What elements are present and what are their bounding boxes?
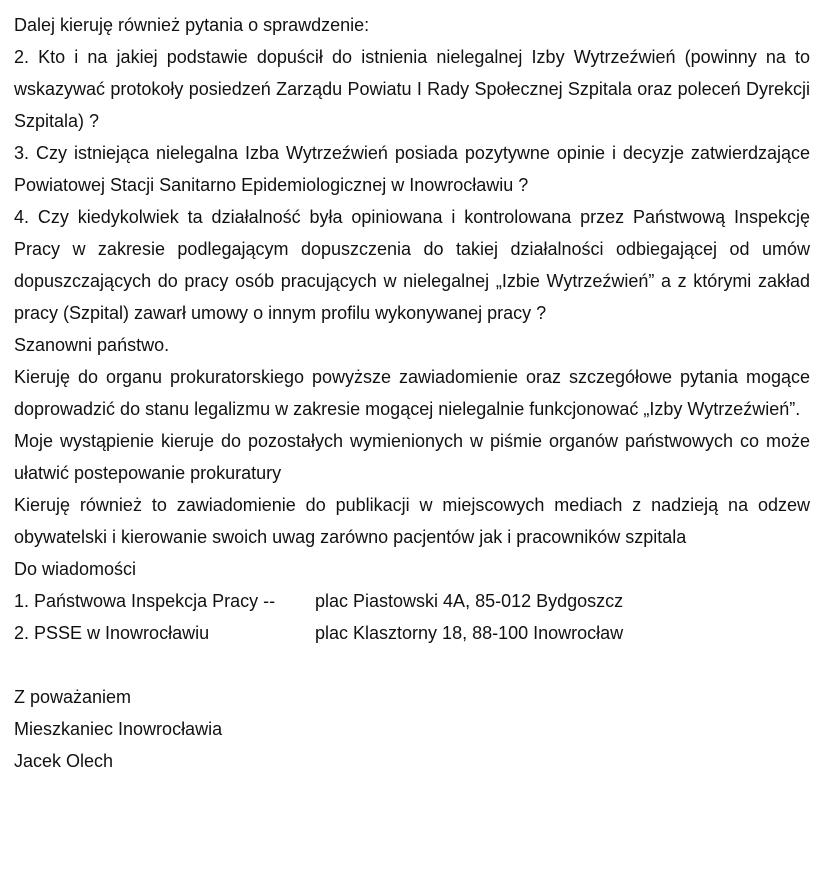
cc-item-name: 1. Państwowa Inspekcja Pracy -- — [14, 591, 276, 611]
cc-item-address: plac Piastowski 4A, 85-012 Bydgoszcz — [315, 591, 624, 611]
intro-line: Dalej kieruję również pytania o sprawdzenie: — [14, 15, 370, 35]
letter-page — [14, 9, 810, 777]
signature-line-1: Mieszkaniec Inowrocławia — [14, 719, 223, 739]
closing-line: Z poważaniem — [14, 687, 132, 707]
paragraph-notice: Kieruję do organu prokuratorskiego powyższe zawiadomienie oraz szczegółowe pytania mogące doprowadzić do stanu legalizmu w zakresie mogącej nielegalnie funkcjonować „Izby Wytrzeźwień”. — [14, 367, 810, 419]
paragraph-media: Kieruję również to zawiadomienie do publikacji w miejscowych mediach z nadzieją na odzew obywatelski i kierowanie swoich uwag zarówno pacjentów jak i pracowników szpitala — [14, 495, 810, 547]
greeting-line: Szanowni państwo. — [14, 335, 170, 355]
question-2: 2. Kto i na jakiej podstawie dopuścił do istnienia nielegalnej Izby Wytrzeźwień (powinny na to wskazywać protokoły posiedzeń Zarządu Powiatu I Rady Społecznej Szpitala oraz poleceń Dyrekcji Szpitala) ? — [14, 47, 810, 131]
cc-heading: Do wiadomości — [14, 559, 137, 579]
question-4: 4. Czy kiedykolwiek ta działalność była opiniowana i kontrolowana przez Państwową Inspekcję Pracy w zakresie podlegającym dopuszczenia do takiej działalności odbiegającej od umów dopuszczających do pracy osób pracujących w nielegalnej „Izbie Wytrzeźwień” a z którymi zakład pracy (Szpital) zawarł umowy o innym profilu wykonywanej pracy ? — [14, 207, 810, 323]
question-3: 3. Czy istniejąca nielegalna Izba Wytrzeźwień posiada pozytywne opinie i decyzje zatwierdzające Powiatowej Stacji Sanitarno Epidemiologicznej w Inowrocławiu ? — [14, 143, 810, 195]
cc-item — [14, 585, 810, 617]
blank-line — [14, 649, 810, 681]
cc-item — [14, 617, 810, 649]
cc-item-address: plac Klasztorny 18, 88-100 Inowrocław — [315, 623, 624, 643]
cc-item-name: 2. PSSE w Inowrocławiu — [14, 623, 210, 643]
signature-line-2: Jacek Olech — [14, 751, 114, 771]
paragraph-other-organs: Moje wystąpienie kieruje do pozostałych wymienionych w piśmie organów państwowych co może ułatwić postepowanie prokuratury — [14, 431, 810, 483]
